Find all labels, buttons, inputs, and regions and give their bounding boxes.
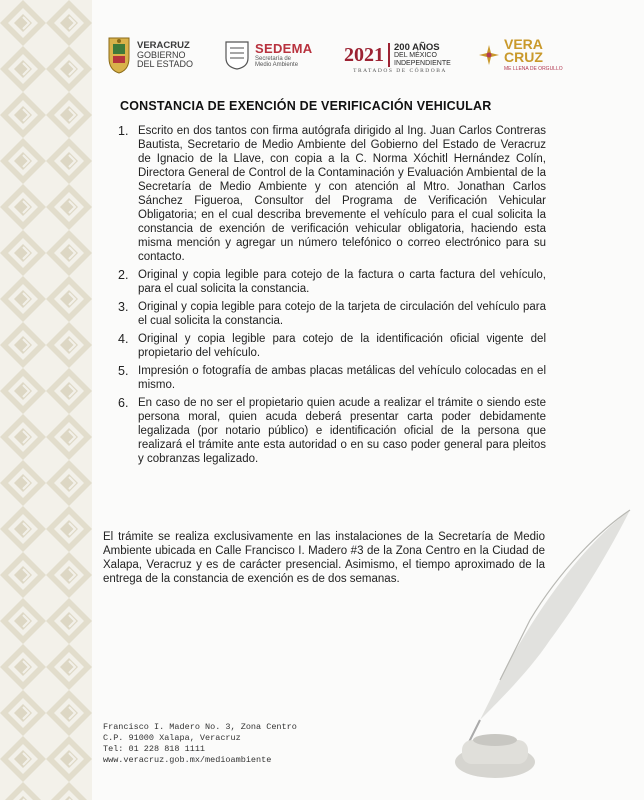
footer-address	[103, 722, 297, 766]
logo-veracruz-orgullo	[478, 32, 563, 78]
logo-gobierno-veracruz	[106, 32, 193, 78]
footer-line: C.P. 91000 Xalapa, Veracruz	[103, 733, 241, 743]
greca-border-pattern	[0, 0, 92, 800]
veracruz-shield-icon	[106, 36, 132, 74]
logo-line: DEL ESTADO	[137, 58, 194, 69]
item-number: 5.	[118, 364, 129, 378]
item-text: Original y copia legible para cotejo de la factura o carta factura del vehículo, para el cual solicita la constancia.	[138, 269, 546, 295]
logo-sedema	[224, 32, 312, 78]
header-logos	[100, 32, 634, 80]
footer-phone: Tel: 01 228 818 1111	[103, 744, 206, 754]
logo-tagline: ME LLENA DE ORGULLO	[504, 65, 563, 72]
item-number: 2.	[118, 268, 129, 282]
logo-line: Medio Ambiente	[255, 61, 299, 68]
list-item	[118, 396, 546, 466]
item-text: Impresión o fotografía de ambas placas metálicas del vehículo colocadas en el mismo.	[138, 365, 546, 391]
item-number: 4.	[118, 332, 129, 346]
item-text: En caso de no ser el propietario quien acude a realizar el trámite o siendo este persona moral, quien acuda deberá presentar carta poder debidamente legalizada (por notario público) e identificación oficial de la persona que realizará el trámite ante esta autoridad o en su caso poder general para pleitos y cobranzas legalizado.	[138, 397, 546, 465]
logo-bicentenario	[344, 32, 451, 78]
logo-line: VERACRUZ	[137, 39, 190, 51]
requirements-list	[118, 124, 546, 470]
logo-line: 200 AÑOS	[394, 41, 440, 53]
item-text: Original y copia legible para cotejo de la identificación oficial vigente del propietario del vehículo.	[138, 333, 546, 359]
item-number: 3.	[118, 300, 129, 314]
logo-subtitle: TRATADOS DE CÓRDOBA	[353, 68, 447, 74]
footer-line: Francisco I. Madero No. 3, Zona Centro	[103, 722, 297, 732]
logo-line: Secretaría de	[255, 55, 292, 62]
list-item	[118, 332, 546, 360]
list-item	[118, 124, 546, 264]
list-item	[118, 364, 546, 392]
logo-line: INDEPENDIENTE	[394, 59, 451, 67]
sedema-shield-icon	[224, 40, 250, 70]
item-text: Original y copia legible para cotejo de la tarjeta de circulación del vehículo para el cual solicita la constancia.	[138, 301, 546, 327]
logo-line: VERA	[504, 36, 543, 53]
item-text: Escrito en dos tantos con firma autógrafa dirigido al Ing. Juan Carlos Contreras Bautista, Secretario de Medio Ambiente del Gobierno del Estado de Veracruz de Ignacio de la Llave, con copia a la C. Norma Xóchitl Hernández Colín, Directora General de Control de la Contaminación y Evaluación Ambiental de la Secretaría de Medio Ambiente y con atención al Mtro. Jonathan Carlos Sánchez Figueroa, Consultor del Programa de Verificación Vehicular Obligatoria; en el cual describa brevemente el vehículo para el cual solicita la constancia de exención de verificación vehicular obligatoria, haciendo esta misma mención y agregar un número telefónico o correo electrónico para su contacto.	[138, 125, 546, 263]
item-number: 6.	[118, 396, 129, 410]
logo-year: 2021	[344, 43, 384, 66]
list-item	[118, 300, 546, 328]
closing-paragraph: El trámite se realiza exclusivamente en las instalaciones de la Secretaría de Medio Ambiente ubicada en Calle Francisco I. Madero #3 de la Zona Centro en la Ciudad de Xalapa, Veracruz y es de carácter presencial. Asimismo, el tiempo aproximado de la entrega de la constancia de exención es de dos semanas.	[103, 530, 545, 585]
logo-line: DEL MÉXICO	[394, 52, 437, 60]
logo-name: SEDEMA	[255, 40, 313, 56]
logo-line: GOBIERNO	[137, 49, 186, 60]
list-item	[118, 268, 546, 296]
logo-line: CRUZ	[504, 49, 543, 66]
document-title: CONSTANCIA DE EXENCIÓN DE VERIFICACIÓN VEHICULAR	[120, 99, 492, 113]
footer-website-link[interactable]: www.veracruz.gob.mx/medioambiente	[103, 755, 272, 765]
item-number: 1.	[118, 124, 129, 138]
star-pattern-icon	[478, 44, 500, 66]
